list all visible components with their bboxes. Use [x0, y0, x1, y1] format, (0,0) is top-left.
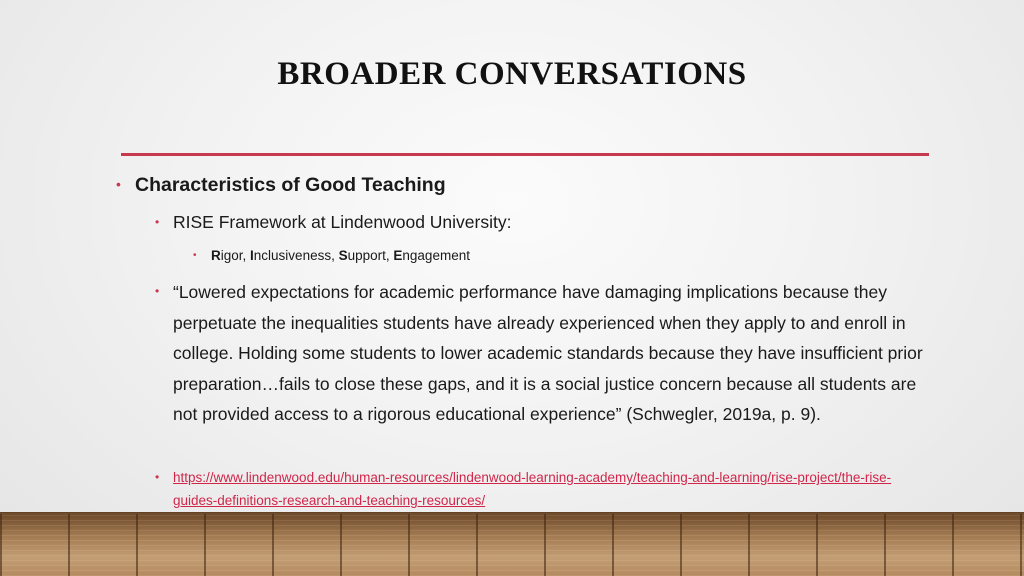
- rise-s-initial: S: [338, 248, 348, 263]
- rise-i-initial: I: [250, 248, 254, 263]
- rise-e-rest: ngagement: [402, 248, 470, 263]
- wood-floor-background: [0, 514, 1024, 576]
- bullet-dot-icon: •: [193, 250, 197, 261]
- bullet-dot-icon: •: [155, 284, 160, 298]
- schwegler-quote: “Lowered expectations for academic performance have damaging implications because they perpetuate the inequalities students have already experienced when they apply to and enroll in college. Holding some students to lower academic standards because they have insufficient prior preparation…fails to close these gaps, and it is a social justice concern because all students are not provided access to a rigorous educational experience” (Schwegler, 2019a, p. 9).: [173, 282, 923, 424]
- rise-framework-item: RISE Framework at Lindenwood University:: [173, 212, 512, 232]
- bullet-dot-icon: •: [155, 470, 160, 484]
- rise-r-initial: R: [211, 248, 221, 263]
- rise-acronym-item: [211, 248, 470, 263]
- rise-e-initial: E: [393, 248, 403, 263]
- slide-title: BROADER CONVERSATIONS: [277, 56, 747, 92]
- heading-good-teaching: Characteristics of Good Teaching: [135, 174, 446, 196]
- rise-s-rest: upport,: [347, 248, 394, 263]
- bullet-dot-icon: •: [155, 215, 160, 229]
- rise-r-rest: igor,: [220, 248, 251, 263]
- bullet-dot-icon: •: [116, 176, 121, 192]
- rise-i-rest: nclusiveness,: [253, 248, 339, 263]
- rise-resources-link[interactable]: https://www.lindenwood.edu/human-resources/lindenwood-learning-academy/teaching-and-learning/rise-project/the-rise-guides-definitions-research-and-teaching-resources/: [173, 470, 892, 508]
